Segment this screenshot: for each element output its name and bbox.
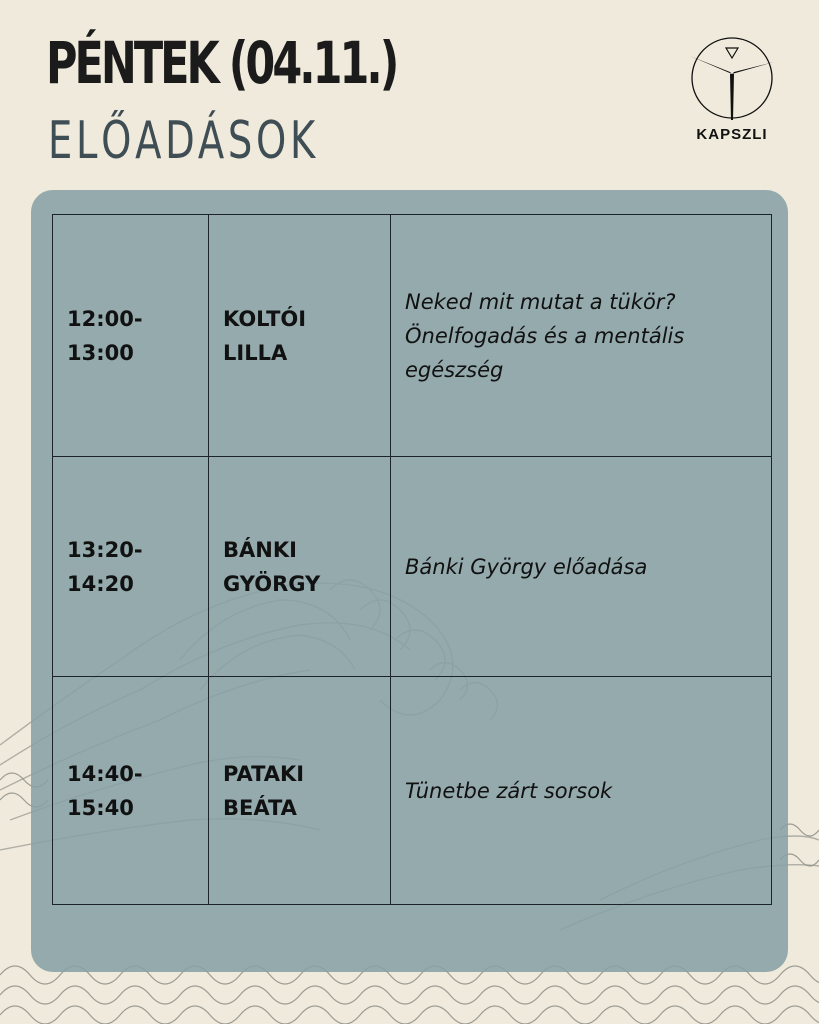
topic-line: Neked mit mutat a tükör?: [405, 289, 676, 314]
speaker-last: BEÁTA: [223, 795, 297, 820]
topic-cell: [391, 215, 772, 457]
logo-text: KAPSZLI: [696, 126, 768, 143]
speaker-first: PATAKI: [223, 761, 305, 786]
topic-line: egészség: [405, 357, 504, 382]
speaker-first: BÁNKI: [223, 537, 297, 562]
page-title: PÉNTEK (04.11.): [46, 29, 397, 97]
topic-line: Önelfogadás és a mentális: [405, 323, 685, 348]
speaker-cell: [209, 457, 391, 677]
speaker-last: GYÖRGY: [223, 571, 321, 596]
topic-line: Bánki György előadása: [405, 554, 648, 579]
topic-cell: [391, 677, 772, 905]
speaker-last: LILLA: [223, 340, 288, 365]
time-end: 15:40: [67, 795, 134, 820]
speaker-cell: [209, 215, 391, 457]
kapszli-logo-icon: [686, 34, 778, 126]
logo: [686, 34, 778, 146]
table-row: [53, 457, 772, 677]
time-end: 14:20: [67, 571, 134, 596]
speaker-cell: [209, 677, 391, 905]
time-end: 13:00: [67, 340, 134, 365]
topic-cell: [391, 457, 772, 677]
time-cell: [53, 677, 209, 905]
topic-line: Tünetbe zárt sorsok: [405, 778, 613, 803]
time-cell: [53, 457, 209, 677]
schedule-table: [52, 214, 772, 905]
page-subtitle: ELŐADÁSOK: [48, 111, 319, 171]
table-row: [53, 215, 772, 457]
time-start: 14:40-: [67, 761, 143, 786]
time-start: 13:20-: [67, 537, 143, 562]
speaker-first: KOLTÓI: [223, 306, 307, 331]
time-start: 12:00-: [67, 306, 143, 331]
table-row: [53, 677, 772, 905]
time-cell: [53, 215, 209, 457]
